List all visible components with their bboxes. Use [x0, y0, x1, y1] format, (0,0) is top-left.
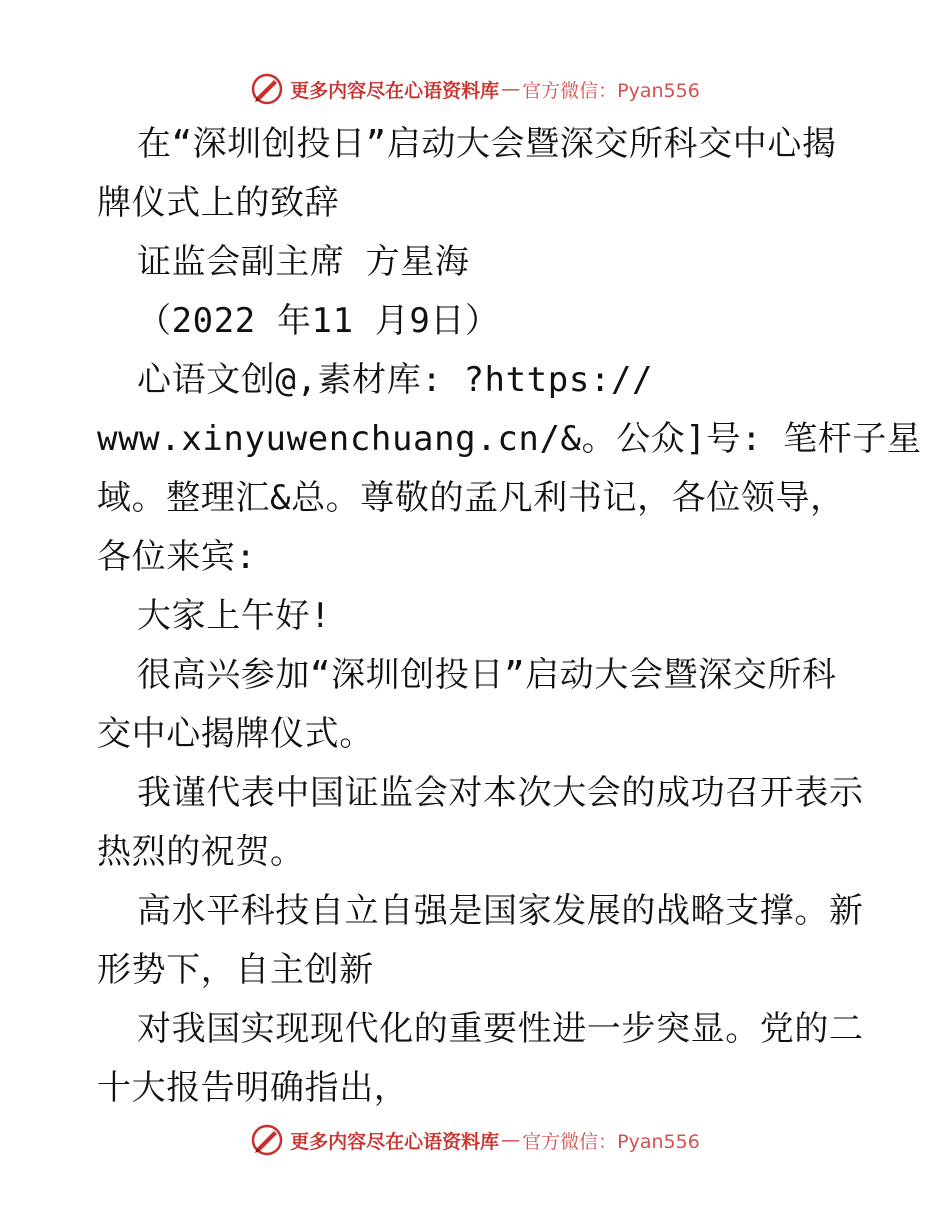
body-line: 域。整理汇&总。尊敬的孟凡利书记，各位领导，	[97, 478, 845, 518]
header-banner	[0, 67, 950, 111]
title-line-1: 在“深圳创投日”启动大会暨深交所科交中心揭	[137, 124, 837, 164]
author-line: 证监会副主席 方星海	[137, 242, 470, 282]
body-line: 我谨代表中国证监会对本次大会的成功召开表示	[137, 773, 864, 813]
banner-text: 更多内容尽在心语资料库	[290, 1130, 500, 1153]
body-line: 交中心揭牌仪式。	[97, 714, 374, 754]
pen-logo-icon	[250, 72, 284, 106]
body-line: 很高兴参加“深圳创投日”启动大会暨深交所科	[137, 655, 837, 695]
banner-separator: —	[501, 78, 521, 100]
body-line: 十大报告明确指出，	[97, 1068, 409, 1108]
body-line: 热烈的祝贺。	[97, 832, 305, 872]
body-line: www.xinyuwenchuang.cn/&。公众]号: 笔杆子星	[97, 419, 922, 459]
title-line-2: 牌仪式上的致辞	[97, 183, 340, 223]
banner-separator: —	[501, 1129, 521, 1151]
pen-logo-icon	[250, 1123, 284, 1157]
body-line: 心语文创@,素材库: ?https://	[137, 360, 654, 400]
body-line: 对我国实现现代化的重要性进一步突显。党的二	[137, 1009, 864, 1049]
body-line: 形势下，自主创新	[97, 950, 374, 990]
body-line: 高水平科技自立自强是国家发展的战略支撑。新	[137, 891, 864, 931]
banner-wechat: 官方微信：Pyan556	[522, 79, 700, 102]
date-line: （2022 年11 月9日）	[137, 301, 500, 341]
banner-wechat: 官方微信：Pyan556	[522, 1130, 700, 1153]
banner-text: 更多内容尽在心语资料库	[290, 79, 500, 102]
greeting-line: 大家上午好!	[137, 596, 332, 636]
body-line: 各位来宾:	[97, 537, 257, 577]
footer-banner	[0, 1118, 950, 1162]
document-body	[97, 115, 922, 1118]
